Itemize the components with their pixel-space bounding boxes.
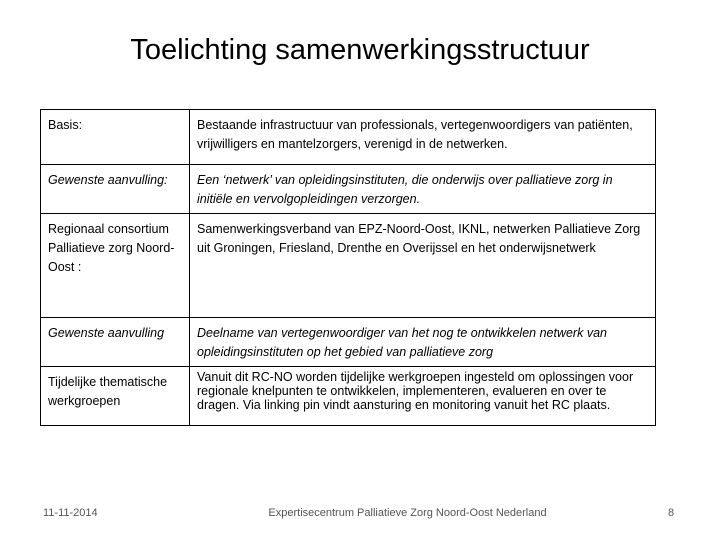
structure-table [40, 109, 656, 426]
row-description: Samenwerkingsverband van EPZ-Noord-Oost, IKNL, netwerken Palliatieve Zorg uit Groningen, Friesland, Drenthe en Overijssel en het onderwijsnetwerk [190, 214, 656, 318]
row-label: Regionaal consortium Palliatieve zorg Noord-Oost : [41, 214, 190, 318]
row-description: Bestaande infrastructuur van professionals, vertegenwoordigers van patiënten, vrijwilligers en mantelzorgers, verenigd in de netwerken. [190, 110, 656, 165]
table-row [41, 318, 656, 367]
row-label: Tijdelijke thematische werkgroepen [41, 367, 190, 426]
table-row [41, 367, 656, 426]
slide-title: Toelichting samenwerkingsstructuur [130, 34, 590, 66]
table-row [41, 214, 656, 318]
footer-organization: Expertisecentrum Palliatieve Zorg Noord-Oost Nederland [268, 507, 547, 519]
table-row [41, 110, 656, 165]
row-description: Vanuit dit RC-NO worden tijdelijke werkgroepen ingesteld om oplossingen voor regionale knelpunten te ontwikkelen, implementeren, evalueren en over te dragen. Via linking pin vindt aansturing en monitoring vanuit het RC plaats. [190, 367, 656, 426]
table-row [41, 165, 656, 214]
row-label: Basis: [41, 110, 190, 165]
footer-date: 11-11-2014 [43, 507, 98, 519]
page-number: 8 [668, 507, 675, 519]
row-description: Deelname van vertegenwoordiger van het nog te ontwikkelen netwerk van opleidingsinstituten op het gebied van palliatieve zorg [190, 318, 656, 367]
row-label: Gewenste aanvulling [41, 318, 190, 367]
row-description: Een ‘netwerk’ van opleidingsinstituten, die onderwijs over palliatieve zorg in initiële en vervolgopleidingen verzorgen. [190, 165, 656, 214]
row-label: Gewenste aanvulling: [41, 165, 190, 214]
